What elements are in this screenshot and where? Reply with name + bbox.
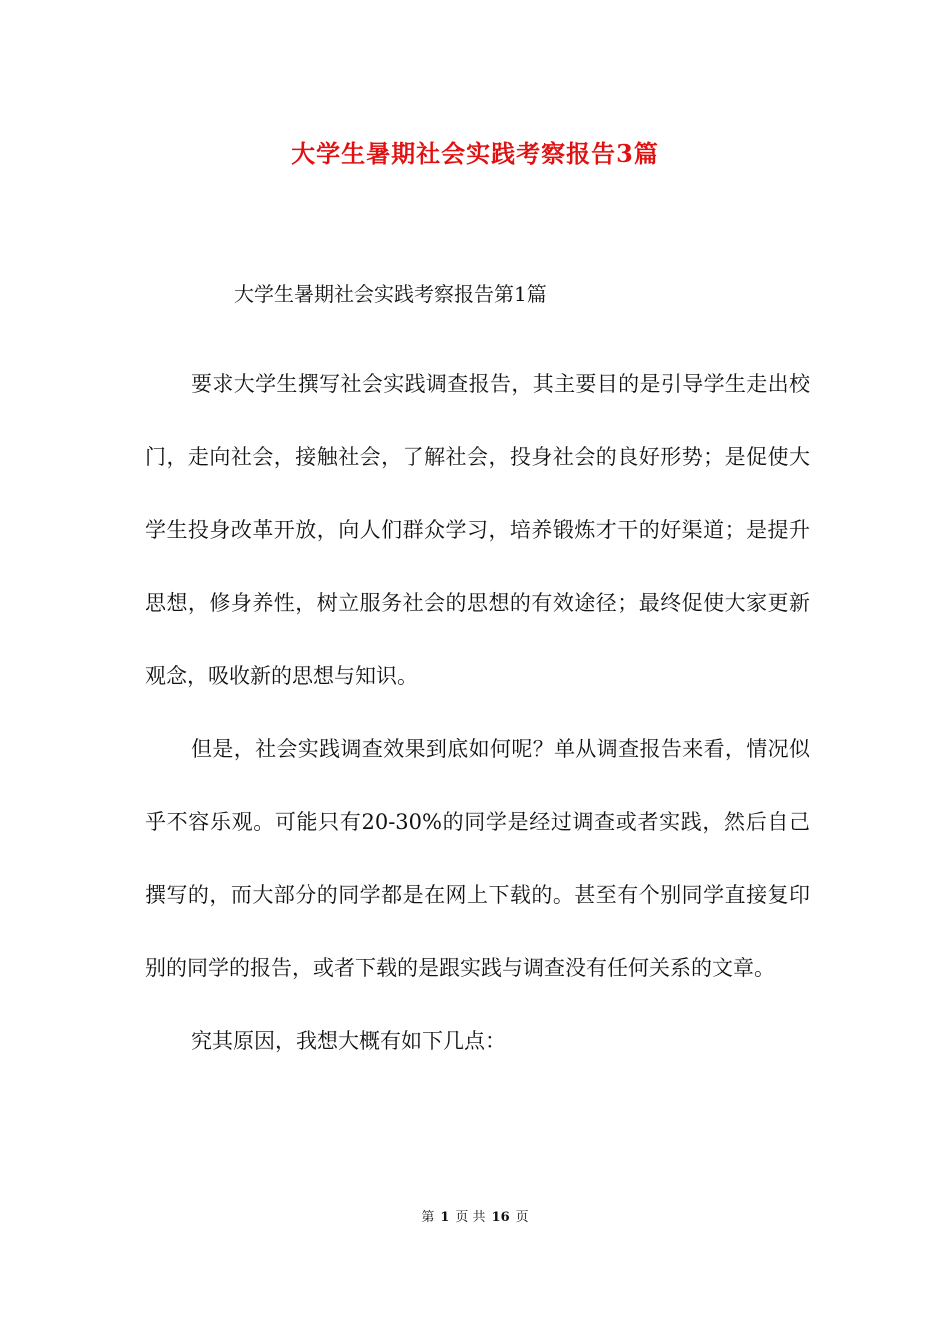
footer-page-number: 1 (440, 1210, 450, 1225)
paragraph-2: 但是，社会实践调查效果到底如何呢？单从调查报告来看，情况似乎不容乐观。可能只有20-30%的同学是经过调查或者实践，然后自己撰写的，而大部分的同学都是在网上下载的。甚至有个别同学直接复印别的同学的报告，或者下载的是跟实践与调查没有任何关系的文章。 (145, 737, 810, 980)
page-footer (0, 1206, 950, 1230)
section-heading: 大学生暑期社会实践考察报告第1篇 (234, 282, 547, 306)
document-body (145, 348, 810, 1078)
footer-total-pages: 16 (491, 1210, 510, 1225)
document-title: 大学生暑期社会实践考察报告3篇 (291, 139, 659, 168)
footer-prefix: 第 (421, 1210, 435, 1225)
paragraph-3: 究其原因，我想大概有如下几点： (191, 1029, 506, 1053)
paragraph-1: 要求大学生撰写社会实践调查报告，其主要目的是引导学生走出校门，走向社会，接触社会，了解社会，投身社会的良好形势；是促使大学生投身改革开放，向人们群众学习，培养锻炼才干的好渠道；是提升思想，修身养性，树立服务社会的思想的有效途径；最终促使大家更新观念，吸收新的思想与知识。 (145, 372, 810, 688)
footer-mid: 页 共 (455, 1210, 486, 1225)
footer-suffix: 页 (515, 1210, 529, 1225)
